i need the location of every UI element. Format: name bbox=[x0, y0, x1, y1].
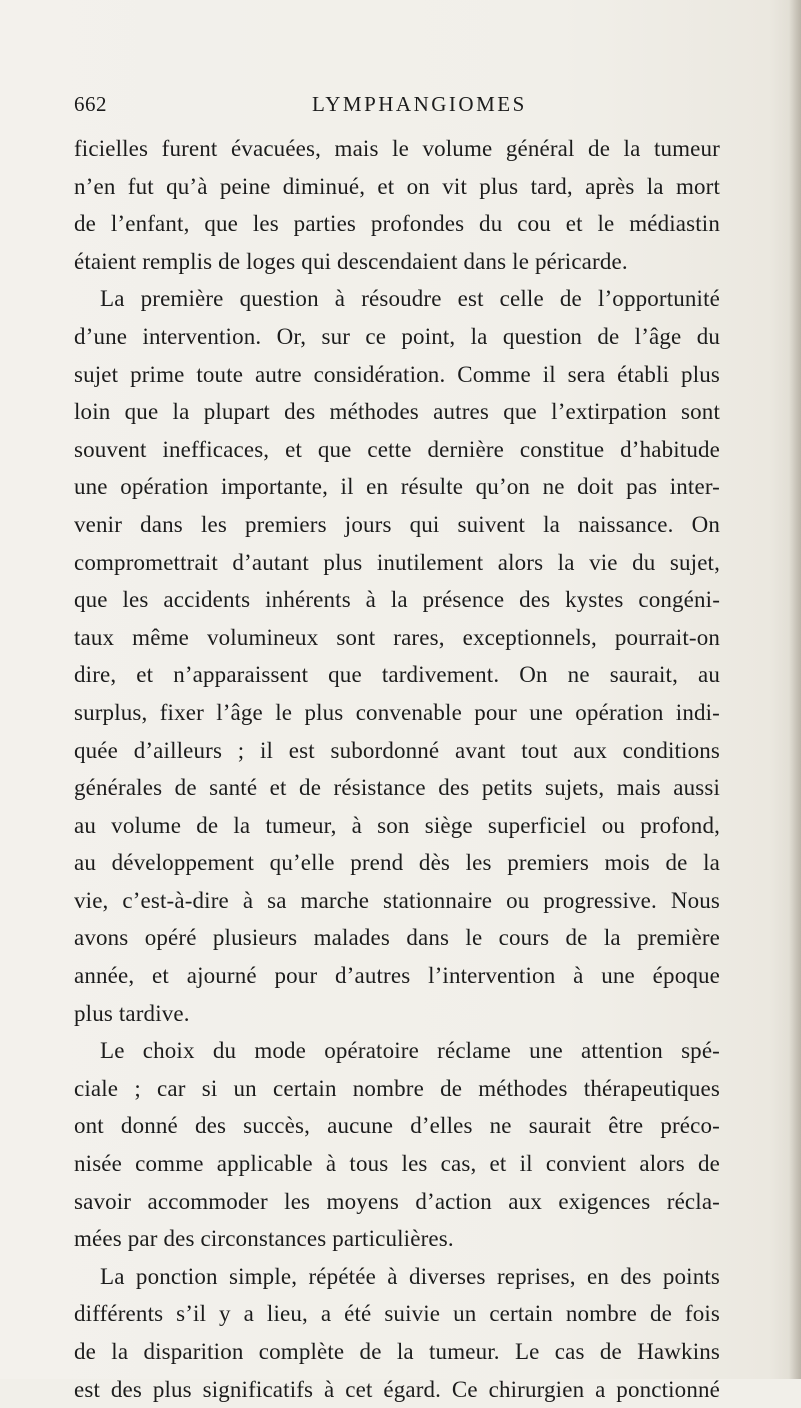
text-line: compromettrait d’autant plus inutilement alors la vie du sujet, bbox=[74, 549, 720, 575]
text-line: n’en fut qu’à peine diminué, et on vit plus tard, après la mort bbox=[74, 173, 720, 199]
text-line: au volume de la tumeur, à son siège superficiel ou profond, bbox=[74, 812, 720, 838]
text-line: avons opéré plusieurs malades dans le cours de la première bbox=[74, 925, 720, 951]
text-line: nisée comme applicable à tous les cas, et il convient alors de bbox=[74, 1151, 720, 1177]
text-line: La ponction simple, répétée à diverses reprises, en des points bbox=[100, 1263, 720, 1289]
page-edge-shadow bbox=[789, 0, 801, 1379]
text-line: d’une intervention. Or, sur ce point, la question de l’âge du bbox=[74, 323, 720, 349]
body-text bbox=[74, 130, 720, 1408]
text-line: est des plus significatifs à cet égard. Ce chirurgien a ponctionné bbox=[74, 1376, 720, 1402]
text-line: ont donné des succès, aucune d’elles ne saurait être préco- bbox=[74, 1113, 720, 1139]
text-line: quée d’ailleurs ; il est subordonné avant tout aux conditions bbox=[74, 737, 720, 763]
text-line: au développement qu’elle prend dès les premiers mois de la bbox=[74, 850, 720, 876]
text-line: loin que la plupart des méthodes autres que l’extirpation sont bbox=[74, 399, 720, 425]
text-line: une opération importante, il en résulte qu’on ne doit pas inter- bbox=[74, 474, 720, 500]
text-line: venir dans les premiers jours qui suivent la naissance. On bbox=[74, 511, 720, 537]
text-line: Le choix du mode opératoire réclame une attention spé- bbox=[100, 1038, 720, 1064]
text-line: La première question à résoudre est celle de l’opportunité bbox=[100, 286, 720, 312]
page-header bbox=[74, 92, 721, 122]
text-line: de l’enfant, que les parties profondes du cou et le médiastin bbox=[74, 211, 720, 237]
text-line: sujet prime toute autre considération. Comme il sera établi plus bbox=[74, 361, 720, 387]
text-line: année, et ajourné pour d’autres l’intervention à une époque bbox=[74, 963, 720, 989]
text-line: générales de santé et de résistance des petits sujets, mais aussi bbox=[74, 775, 720, 801]
text-line: ficielles furent évacuées, mais le volume général de la tumeur bbox=[74, 136, 720, 161]
text-line: de la disparition complète de la tumeur. Le cas de Hawkins bbox=[74, 1339, 720, 1364]
text-line: plus tardive. bbox=[74, 1000, 190, 1026]
text-line: savoir accommoder les moyens d’action aux exigences récla- bbox=[74, 1188, 720, 1214]
text-line: mées par des circonstances particulières. bbox=[74, 1226, 454, 1252]
text-line: différents s’il y a lieu, a été suivie un certain nombre de fois bbox=[74, 1301, 720, 1327]
text-line: souvent inefficaces, et que cette dernière constitue d’habitude bbox=[74, 436, 720, 462]
running-title: LYMPHANGIOMES bbox=[312, 92, 527, 116]
page-number: 662 bbox=[74, 92, 107, 116]
text-line: surplus, fixer l’âge le plus convenable pour une opération indi- bbox=[74, 699, 720, 725]
text-line: dire, et n’apparaissent que tardivement. On ne saurait, au bbox=[74, 662, 720, 688]
text-line: que les accidents inhérents à la présence des kystes congéni- bbox=[74, 587, 720, 613]
text-line: ciale ; car si un certain nombre de méthodes thérapeutiques bbox=[74, 1075, 720, 1101]
text-line: étaient remplis de loges qui descendaient dans le péricarde. bbox=[74, 248, 628, 274]
text-line: vie, c’est-à-dire à sa marche stationnaire ou progressive. Nous bbox=[74, 887, 720, 913]
text-line: taux même volumineux sont rares, exceptionnels, pourrait-on bbox=[74, 624, 720, 650]
